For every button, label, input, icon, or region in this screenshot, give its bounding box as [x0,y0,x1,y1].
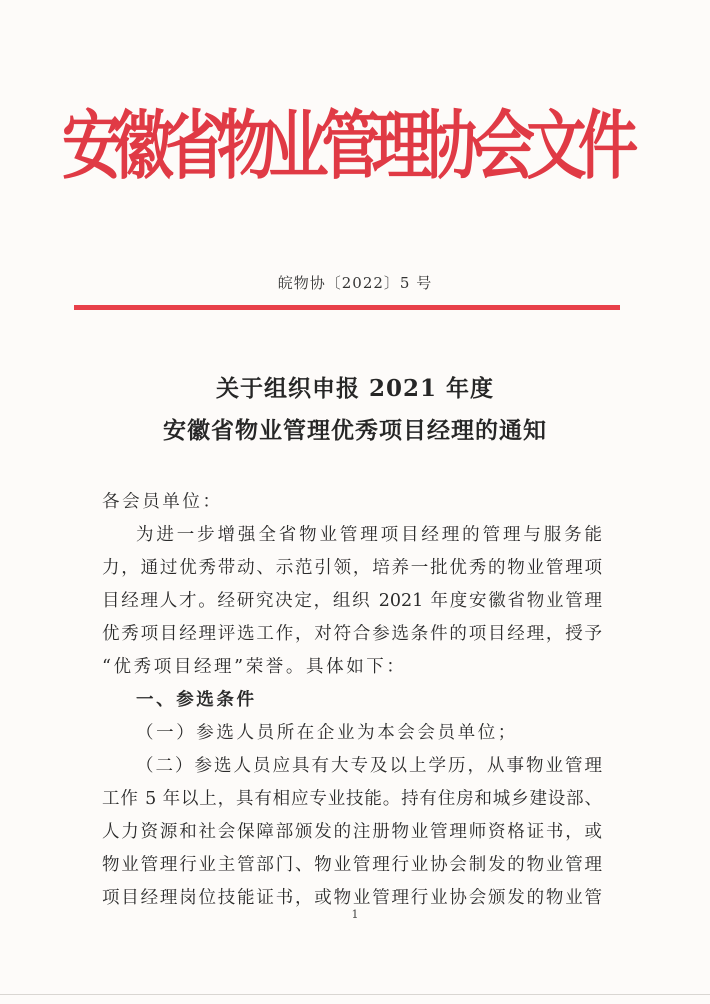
notice-title-line-1: 关于组织申报 2021 年度 [215,375,495,402]
paragraph-line: 优秀项目经理评选工作，对符合参选条件的项目经理，授予 [102,624,602,644]
page-number: 1 [351,908,359,921]
page-bottom-edge [0,994,710,995]
red-divider-line [74,305,620,310]
section-heading: 一、参选条件 [136,690,257,710]
notice-title-line-2: 安徽省物业管理优秀项目经理的通知 [163,417,547,444]
list-item-line: 项目经理岗位技能证书，或物业管理行业协会颁发的物业管 [102,888,602,908]
document-number: 皖物协〔2022〕5 号 [277,274,433,292]
org-letterhead-title: 安徽省物业管理协会文件 [62,102,630,190]
salutation: 各会员单位： [102,492,223,512]
paragraph-line: 目经理人才。经研究决定，组织 2021 年度安徽省物业管理 [102,591,602,611]
paragraph-line: 力，通过优秀带动、示范引领，培养一批优秀的物业管理项 [102,558,602,578]
paragraph-line: “优秀项目经理”荣誉。具体如下： [102,657,407,677]
list-item-line: 人力资源和社会保障部颁发的注册物业管理师资格证书，或 [102,822,602,842]
list-item-line: 物业管理行业主管部门、物业管理行业协会制发的物业管理 [102,855,602,875]
list-item-line: （二）参选人员应具有大专及以上学历，从事物业管理 [136,756,602,776]
paragraph-line: 为进一步增强全省物业管理项目经理的管理与服务能 [136,525,602,545]
list-item: （一）参选人员所在企业为本会会员单位； [136,723,518,743]
list-item-line: 工作 5 年以上，具有相应专业技能。持有住房和城乡建设部、 [102,789,602,809]
